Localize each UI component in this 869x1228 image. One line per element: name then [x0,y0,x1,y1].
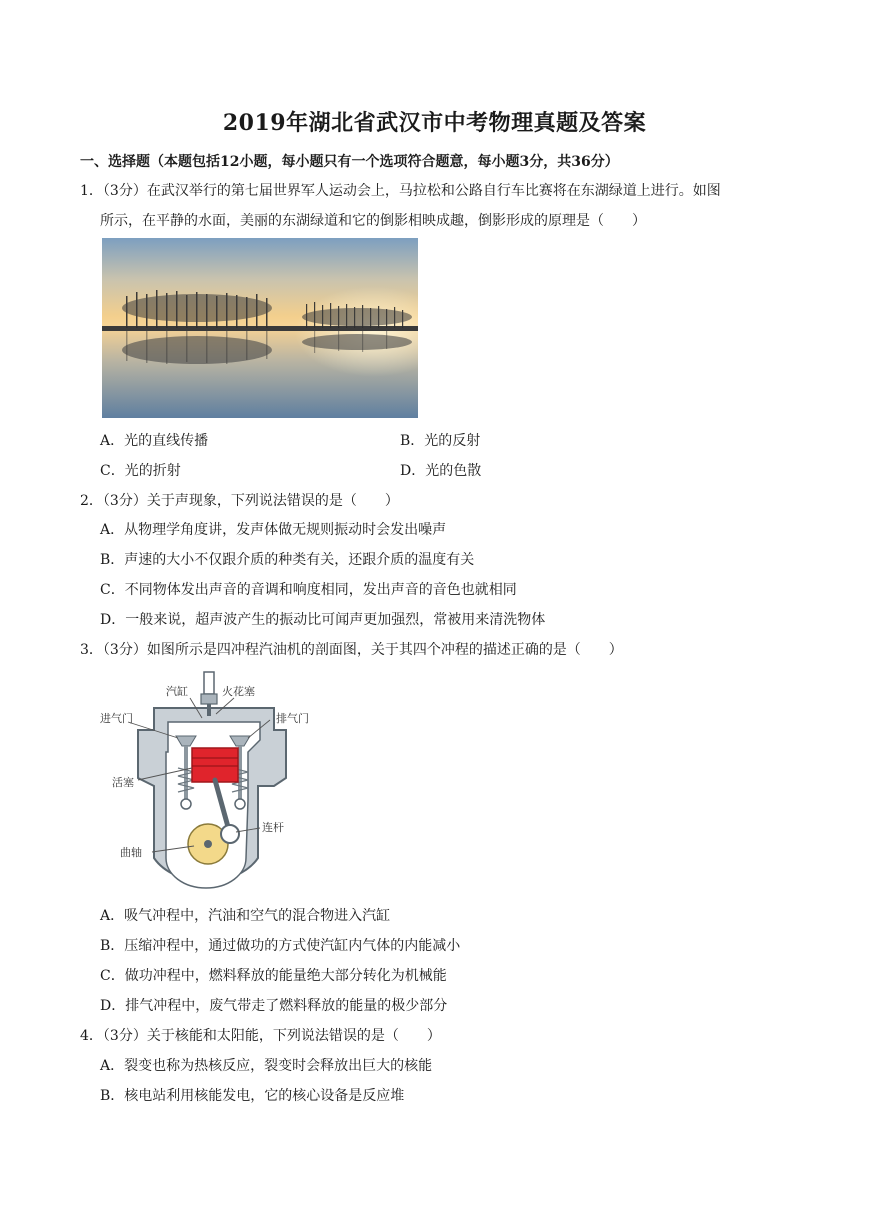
q3-option-a: A．吸气冲程中，汽油和空气的混合物进入汽缸 [100,908,391,924]
q3-option-b: B．压缩冲程中，通过做功的方式使汽缸内气体的内能减小 [100,938,461,954]
q1-option-c: C．光的折射 [100,463,181,479]
q3-option-d: D．排气冲程中，废气带走了燃料释放的能量的极少部分 [100,998,448,1014]
q4-option-b: B．核电站利用核能发电，它的核心设备是反应堆 [100,1088,405,1104]
label-piston: 活塞 [112,776,134,789]
label-exhaust-valve: 排气门 [276,712,309,725]
question-2-stem: 2．（3分）关于声现象，下列说法错误的是（ ） [80,493,399,509]
question-1-line-2: 所示，在平静的水面，美丽的东湖绿道和它的倒影相映成趣，倒影形成的原理是（ ） [100,213,646,229]
engine-cross-section-diagram [98,668,338,896]
label-crankshaft: 曲轴 [120,846,142,859]
lake-reflection-photo [102,238,418,418]
q4-option-a: A．裂变也称为热核反应，裂变时会释放出巨大的核能 [100,1058,433,1074]
q3-option-c: C．做功冲程中，燃料释放的能量绝大部分转化为机械能 [100,968,447,984]
label-connecting-rod: 连杆 [262,821,284,834]
question-4-stem: 4．（3分）关于核能和太阳能，下列说法错误的是（ ） [80,1028,441,1044]
q2-option-a: A．从物理学角度讲，发声体做无规则振动时会发出噪声 [100,522,447,538]
q1-option-b: B．光的反射 [400,433,481,449]
q1-option-a: A．光的直线传播 [100,433,209,449]
page-title: 2019年湖北省武汉市中考物理真题及答案 [222,110,647,136]
label-cylinder: 汽缸 [166,685,188,698]
q2-option-d: D．一般来说，超声波产生的振动比可闻声更加强烈，常被用来清洗物体 [100,612,546,628]
q1-option-d: D．光的色散 [400,463,482,479]
question-3-stem: 3．（3分）如图所示是四冲程汽油机的剖面图，关于其四个冲程的描述正确的是（ ） [80,642,623,658]
q2-option-b: B．声速的大小不仅跟介质的种类有关，还跟介质的温度有关 [100,552,475,568]
q2-option-c: C．不同物体发出声音的音调和响度相同，发出声音的音色也就相同 [100,582,517,598]
label-intake-valve: 进气门 [100,712,133,725]
label-spark-plug: 火花塞 [222,685,255,698]
question-1-line-1: 1．（3分）在武汉举行的第七届世界军人运动会上，马拉松和公路自行车比赛将在东湖绿道上进行。如图 [80,183,721,199]
section-heading: 一、选择题（本题包括12小题，每小题只有一个选项符合题意，每小题3分，共36分） [80,154,619,170]
